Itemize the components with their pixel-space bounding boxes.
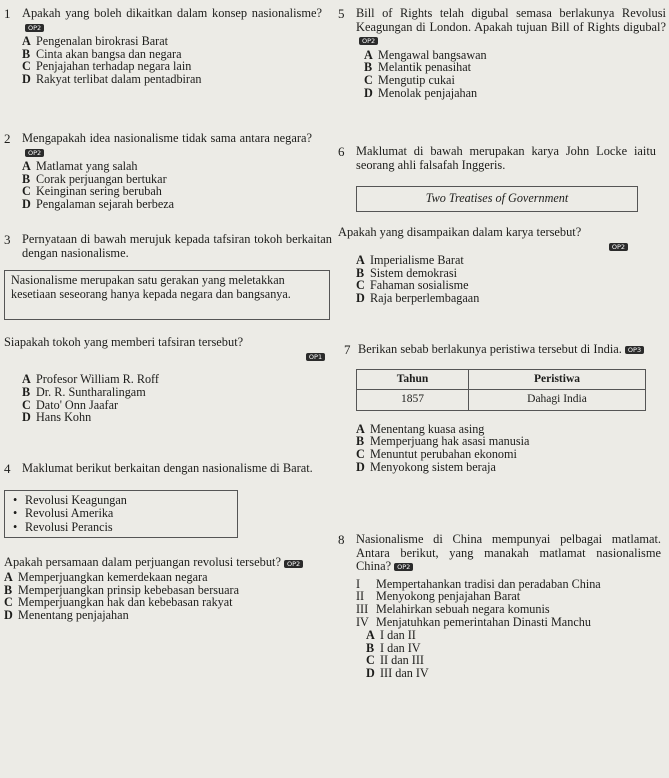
question-number: 7 bbox=[344, 342, 351, 357]
option-a[interactable]: A Menentang kuasa asing bbox=[356, 421, 485, 436]
bullet-list bbox=[11, 494, 231, 535]
option-b[interactable]: B Cinta akan bangsa dan negara bbox=[22, 46, 182, 61]
bullet-item: • Revolusi Keagungan bbox=[11, 494, 231, 508]
option-c[interactable]: C Dato' Onn Jaafar bbox=[22, 397, 119, 412]
option-c[interactable]: C Penjajahan terhadap negara lain bbox=[22, 59, 192, 74]
option-a[interactable]: A Imperialisme Barat bbox=[356, 252, 464, 267]
option-d[interactable]: D Menolak penjajahan bbox=[364, 85, 478, 100]
option-b[interactable]: B Sistem demokrasi bbox=[356, 265, 457, 280]
option-b[interactable]: B Memperjuang hak asasi manusia bbox=[356, 434, 530, 449]
question-number: 5 bbox=[338, 6, 345, 21]
option-b[interactable]: B Corak perjuangan bertukar bbox=[22, 171, 167, 186]
option-c[interactable]: C Menuntut perubahan ekonomi bbox=[356, 446, 517, 461]
quote-box: Nasionalisme merupakan satu gerakan yang meletakkan kesetiaan seseorang hanya kepada negara dan bangsanya. bbox=[4, 270, 330, 320]
option-d[interactable]: D Menentang penjajahan bbox=[4, 607, 129, 622]
op-tag: OP2 bbox=[25, 24, 44, 32]
question-text: Maklumat di bawah merupakan karya John Locke iaitu seorang ahli falsafah Inggeris. bbox=[356, 144, 656, 172]
option-c[interactable]: C Keinginan sering berubah bbox=[22, 184, 162, 199]
question-1 bbox=[4, 7, 332, 86]
statement-i: I Mempertahankan tradisi dan peradaban China bbox=[356, 576, 601, 591]
question-number: 4 bbox=[4, 461, 11, 476]
question-text: Bill of Rights telah digubal semasa berlakunya Revolusi Keagungan di London. Apakah tujuan Bill of Rights digubal? bbox=[356, 6, 666, 34]
option-a[interactable]: A Memperjuangkan kemerdekaan negara bbox=[4, 569, 208, 584]
option-d[interactable]: D III dan IV bbox=[366, 665, 429, 680]
work-title-box: Two Treatises of Government bbox=[356, 186, 638, 212]
question-6 bbox=[338, 145, 666, 304]
question-number: 8 bbox=[338, 532, 345, 547]
bullet-item: • Revolusi Amerika bbox=[11, 507, 231, 521]
op-tag: OP2 bbox=[394, 563, 413, 571]
statements-list bbox=[338, 578, 666, 628]
option-b[interactable]: B Dr. R. Suntharalingam bbox=[22, 384, 146, 399]
question-text: Pernyataan di bawah merujuk kepada tafsiran tokoh berkaitan dengan nasionalisme. bbox=[22, 232, 332, 260]
question-number: 1 bbox=[4, 6, 11, 21]
question-7 bbox=[338, 343, 666, 473]
statement-iv: IV Menjatuhkan pemerintahan Dinasti Manchu bbox=[356, 614, 591, 629]
statement-iii: III Melahirkan sebuah negara komunis bbox=[356, 601, 550, 616]
option-a[interactable]: A Matlamat yang salah bbox=[22, 159, 138, 174]
option-b[interactable]: B Memperjuangkan prinsip kebebasan bersuara bbox=[4, 582, 239, 597]
option-d[interactable]: D Raja berperlembagaan bbox=[356, 290, 480, 305]
op-tag: OP2 bbox=[359, 37, 378, 45]
op-tag: OP2 bbox=[284, 560, 303, 568]
options-list bbox=[4, 571, 332, 621]
option-a[interactable]: A Profesor William R. Roff bbox=[22, 372, 159, 387]
option-b[interactable]: B Melantik penasihat bbox=[364, 60, 472, 75]
table-header: Tahun bbox=[357, 369, 469, 390]
options-list bbox=[4, 373, 332, 423]
question-text: Apakah yang boleh dikaitkan dalam konsep nasionalisme? bbox=[22, 6, 322, 20]
table-header: Peristiwa bbox=[469, 369, 646, 390]
option-a[interactable]: A Mengawal bangsawan bbox=[364, 47, 487, 62]
statement-ii: II Menyokong penjajahan Barat bbox=[356, 589, 521, 604]
question-8 bbox=[338, 533, 666, 680]
option-d[interactable]: D Hans Kohn bbox=[22, 410, 92, 425]
question-5 bbox=[338, 7, 666, 99]
question-prompt: Apakah persamaan dalam perjuangan revolusi tersebut? bbox=[4, 555, 281, 570]
question-text: Nasionalisme di China mempunyai pelbagai matlamat. Antara berikut, yang manakah matlamat nasionalisme China? bbox=[356, 532, 661, 574]
options-list bbox=[22, 160, 332, 210]
question-text: Maklumat berikut berkaitan dengan nasionalisme di Barat. bbox=[22, 461, 313, 475]
table-cell: 1857 bbox=[357, 390, 469, 411]
bullet-item: • Revolusi Perancis bbox=[11, 521, 231, 535]
question-4 bbox=[4, 462, 332, 621]
options-list bbox=[338, 254, 666, 304]
option-c[interactable]: C Fahaman sosialisme bbox=[356, 278, 469, 293]
event-table bbox=[356, 369, 646, 411]
option-b[interactable]: B I dan IV bbox=[366, 640, 421, 655]
op-tag: OP2 bbox=[25, 149, 44, 157]
question-number: 6 bbox=[338, 144, 345, 159]
option-d[interactable]: D Pengalaman sejarah berbeza bbox=[22, 196, 175, 211]
question-number: 3 bbox=[4, 232, 11, 247]
question-text: Berikan sebab berlakunya peristiwa tersebut di India. bbox=[358, 342, 622, 356]
question-3 bbox=[4, 233, 332, 424]
option-c[interactable]: C Memperjuangkan hak dan kebebasan rakyat bbox=[4, 595, 233, 610]
option-a[interactable]: A Pengenalan birokrasi Barat bbox=[22, 34, 168, 49]
question-2 bbox=[4, 132, 332, 211]
option-c[interactable]: C Mengutip cukai bbox=[364, 72, 455, 87]
table-cell: Dahagi India bbox=[469, 390, 646, 411]
option-d[interactable]: D Menyokong sistem beraja bbox=[356, 459, 496, 474]
op-tag: OP1 bbox=[306, 353, 325, 361]
table-row bbox=[357, 390, 646, 411]
options-list bbox=[338, 629, 666, 679]
options-list bbox=[338, 423, 666, 473]
options-list bbox=[22, 35, 332, 85]
option-a[interactable]: A I dan II bbox=[366, 628, 416, 643]
options-list bbox=[356, 49, 666, 99]
question-prompt: Siapakah tokoh yang memberi tafsiran tersebut? bbox=[4, 335, 244, 350]
option-d[interactable]: D Rakyat terlibat dalam pentadbiran bbox=[22, 71, 202, 86]
op-tag: OP3 bbox=[625, 346, 644, 354]
question-number: 2 bbox=[4, 131, 11, 146]
option-c[interactable]: C II dan III bbox=[366, 653, 424, 668]
info-box bbox=[4, 490, 238, 539]
question-prompt: Apakah yang disampaikan dalam karya tersebut? bbox=[338, 224, 582, 239]
question-text: Mengapakah idea nasionalisme tidak sama antara negara? bbox=[22, 131, 312, 145]
op-tag: OP2 bbox=[609, 243, 628, 251]
